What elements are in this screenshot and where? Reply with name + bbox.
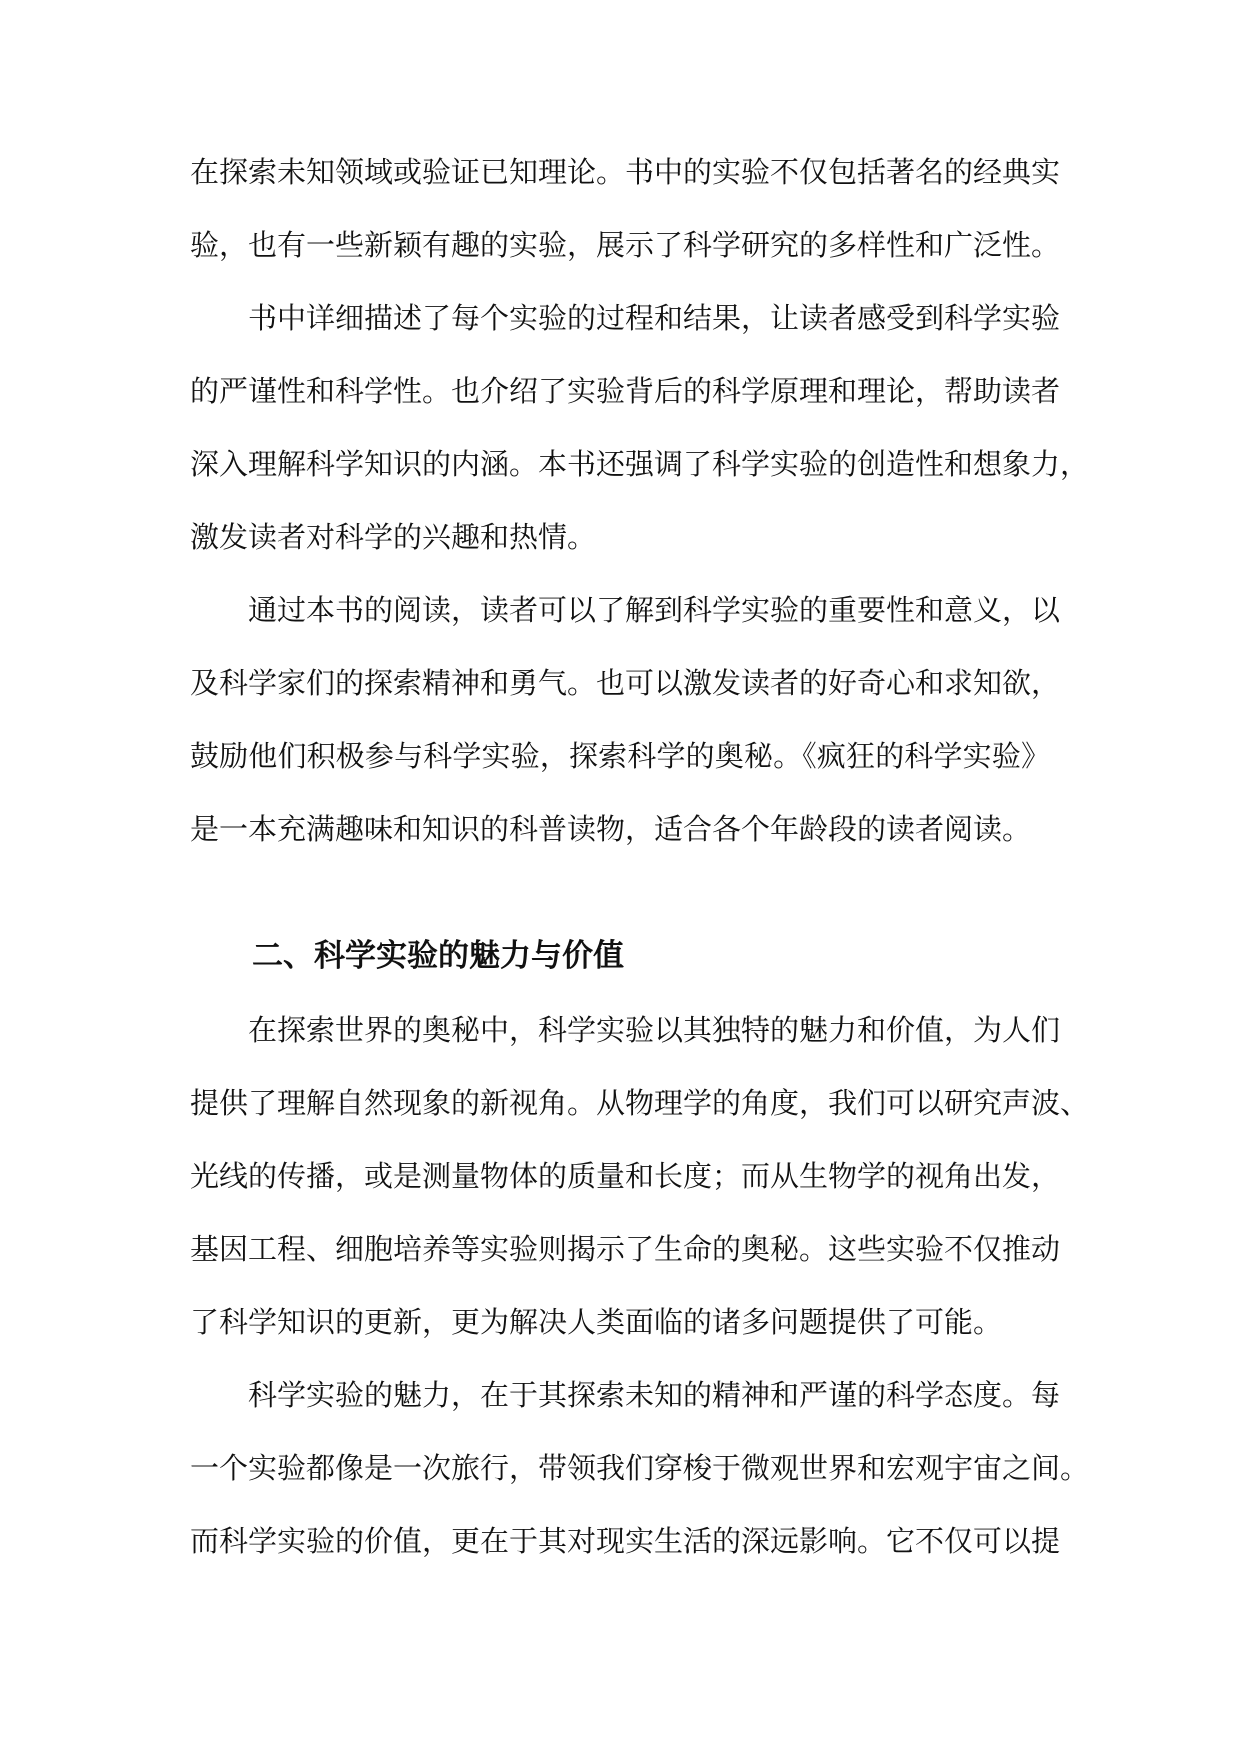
paragraph-line: 一个实验都像是一次旅行，带领我们穿梭于微观世界和宏观宇宙之间。 <box>190 1451 1090 1485</box>
paragraph-line: 书中详细描述了每个实验的过程和结果，让读者感受到科学实验 <box>248 301 1061 335</box>
paragraph-line: 在探索世界的奥秘中，科学实验以其独特的魅力和价值，为人们 <box>248 1013 1061 1047</box>
paragraph-line: 及科学家们的探索精神和勇气。也可以激发读者的好奇心和求知欲， <box>190 666 1061 700</box>
paragraph-line: 了科学知识的更新，更为解决人类面临的诸多问题提供了可能。 <box>190 1305 1003 1339</box>
paragraph-line: 激发读者对科学的兴趣和热情。 <box>190 520 597 554</box>
paragraph-line: 光线的传播，或是测量物体的质量和长度；而从生物学的视角出发， <box>190 1159 1061 1193</box>
paragraph-line: 在探索未知领域或验证已知理论。书中的实验不仅包括著名的经典实 <box>190 155 1061 189</box>
paragraph-line: 科学实验的魅力，在于其探索未知的精神和严谨的科学态度。每 <box>248 1378 1061 1412</box>
paragraph-line: 鼓励他们积极参与科学实验，探索科学的奥秘。《疯狂的科学实验》 <box>190 739 1050 773</box>
section-heading: 二、科学实验的魅力与价值 <box>252 938 624 974</box>
paragraph-line: 验，也有一些新颖有趣的实验，展示了科学研究的多样性和广泛性。 <box>190 228 1061 262</box>
paragraph-line: 深入理解科学知识的内涵。本书还强调了科学实验的创造性和想象力， <box>190 447 1090 481</box>
paragraph-line: 而科学实验的价值，更在于其对现实生活的深远影响。它不仅可以提 <box>190 1524 1061 1558</box>
paragraph-line: 的严谨性和科学性。也介绍了实验背后的科学原理和理论，帮助读者 <box>190 374 1061 408</box>
paragraph-line: 是一本充满趣味和知识的科普读物，适合各个年龄段的读者阅读。 <box>190 812 1032 846</box>
paragraph-line: 提供了理解自然现象的新视角。从物理学的角度，我们可以研究声波、 <box>190 1086 1090 1120</box>
paragraph-line: 基因工程、细胞培养等实验则揭示了生命的奥秘。这些实验不仅推动 <box>190 1232 1061 1266</box>
paragraph-line: 通过本书的阅读，读者可以了解到科学实验的重要性和意义，以 <box>248 593 1061 627</box>
